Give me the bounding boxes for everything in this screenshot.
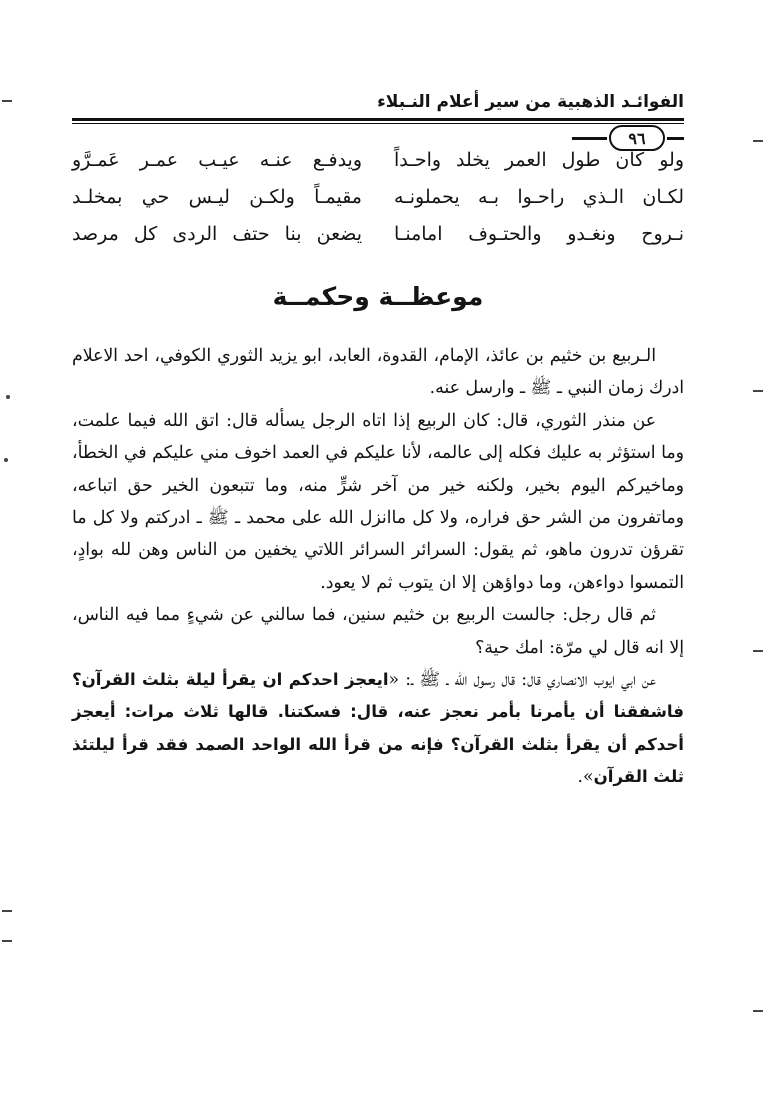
verse-second-hemistich: ويدفـع عنـه عيـب عمـر عَمـرَّو: [72, 148, 362, 171]
running-header-title: الفوائـد الذهبية من سير أعلام النـبلاء: [377, 92, 684, 112]
page-number-line-right: [667, 137, 684, 140]
scan-tick: [753, 650, 763, 652]
page-number-line-left: [572, 137, 607, 140]
verse-first-hemistich: ولو كان طول العمر يخلد واحـداً: [394, 148, 684, 171]
body-text: [72, 340, 684, 794]
paragraph-biography: الـربيع بن خثيم بن عائذ، الإمام، القدوة، العابد، ابو يزيد الثوري الكوفي، احد الاعلام ادرك زمان النبي ـ ﷺ ـ وارسل عنه.: [72, 346, 684, 399]
paragraph-hadith: [72, 664, 684, 794]
hadith-closing: ».: [577, 767, 594, 788]
header-rule-thin: [72, 123, 684, 124]
paragraph-mundhir-report: عن منذر الثوري، قال: كان الربيع إذا اتاه الرجل يسأله قال: اتق الله فيما علمت، وما استؤثر به عليك فكله إلى عالمه، لأنا عليكم في العمد اخوف مني عليكم في الخطأ، وماخيركم اليوم بخير، ولكنه خير من آخر شرٍّ منه، وما تتبعون الخير حق اتباعه، وماتفرون من الشر حق فراره، ولا كل ماانزل الله على محمد ـ ﷺ ـ ادركتم ولا كل ما تقرؤن تدرون ماهو، ثم يقول: السرائر السرائر اللاتي يخفين من الناس وهن لله بوادٍ، التمسوا دواءهن، وما دواؤهن إلا ان يتوب ثم لا يعود.: [72, 410, 684, 593]
scan-dot: [6, 395, 10, 399]
header-rule-thick: [72, 118, 684, 121]
verse-second-hemistich: يضعن بنا حتف الردى كل مرصد: [72, 222, 362, 245]
scan-tick: [2, 910, 12, 912]
verse-second-hemistich: مقيمـاً ولكـن ليـس حي بمخلـد: [72, 185, 362, 208]
poem-verse: [72, 215, 684, 252]
scan-tick: [753, 1010, 763, 1012]
hadith-text: ايعجز احدكم ان يقرأ ليلة بثلث القرآن؟ فاشفقنا أن يأمرنا بأمر نعجز عنه، قال: فسكتنا. قالها ثلاث مرات: أيعجز أحدكم أن يقرأ بثلث القرآن؟ فإنه من قرأ الله الواحد الصمد فقد قرأ ليلتئذ ثلث القرآن: [72, 670, 684, 787]
verse-first-hemistich: نـروح ونغـدو والحتـوف امامنـا: [394, 222, 684, 245]
scan-tick: [2, 940, 12, 942]
poem-verse: [72, 178, 684, 215]
hadith-intro: عن ابي ايوب الانصاري قال: قال رسول الله ـ ﷺ ـ: «: [388, 670, 656, 691]
poem-block: [72, 141, 684, 252]
section-heading: موعظــة وحكمــة: [272, 282, 484, 311]
scan-dot: [4, 458, 8, 462]
page-number: ٩٦: [609, 125, 665, 151]
poem-verse: [72, 141, 684, 178]
scan-tick: [753, 140, 763, 142]
scan-tick: [753, 390, 763, 392]
book-page: [72, 78, 684, 898]
paragraph-man-report: ثم قال رجل: جالست الربيع بن خثيم سنين، فما سالني عن شيءٍ مما فيه الناس، إلا انه قال لي مرّة: امك حية؟: [72, 605, 684, 658]
verse-first-hemistich: لكـان الـذي راحـوا بـه يحملونـه: [394, 185, 684, 208]
scan-tick: [2, 100, 12, 102]
